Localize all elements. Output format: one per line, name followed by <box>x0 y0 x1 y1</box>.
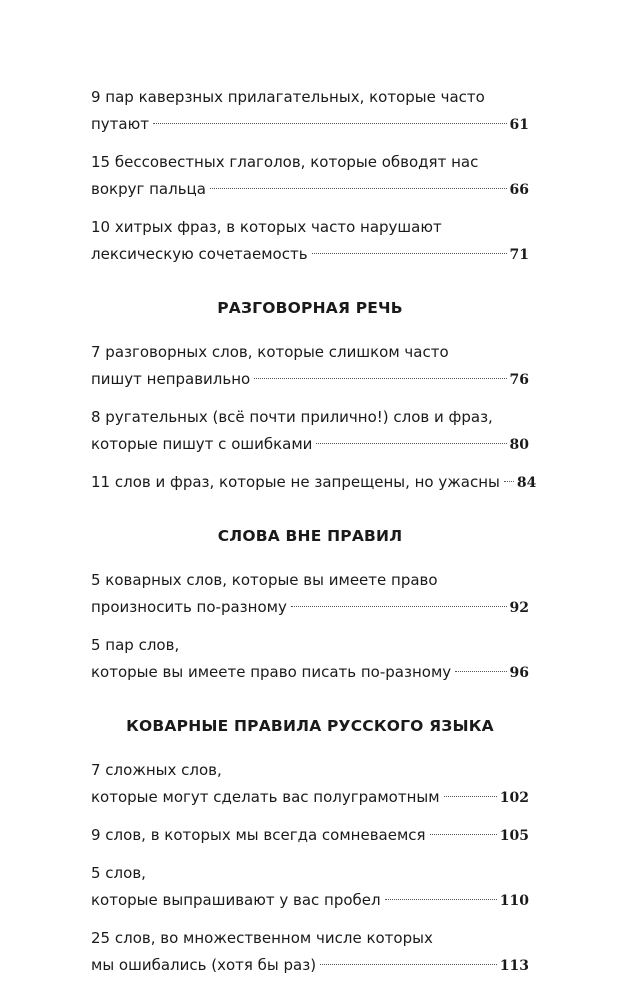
toc-entry-title-line1: 7 сложных слов, <box>91 761 222 779</box>
toc-entry-page-number: 80 <box>509 437 529 453</box>
toc-entry-title-line1: 9 пар каверзных прилагательных, которые часто <box>91 88 485 106</box>
toc-entry-title-line2: мы ошибались (хотя бы раз) <box>91 956 317 974</box>
toc-entry[interactable] <box>91 822 529 850</box>
dot-leader <box>291 606 507 607</box>
dot-leader <box>312 253 507 254</box>
toc-entry-page-number: 61 <box>509 117 529 133</box>
toc-entry-title-line2: которые могут сделать вас полуграмотным <box>91 788 440 806</box>
toc-entry-page-number: 71 <box>509 247 529 263</box>
toc-entry-title-line1: 5 коварных слов, которые вы имеете право <box>91 571 438 589</box>
toc-entry-title-line2: которые выпрашивают у вас пробел <box>91 891 381 909</box>
dot-leader <box>444 796 497 797</box>
toc-entry-page-number: 105 <box>499 828 529 844</box>
toc-entry-title: 11 слов и фраз, которые не запрещены, но ужасны <box>91 473 500 491</box>
toc-entry-title-line2: которые вы имеете право писать по-разному <box>91 663 452 681</box>
dot-leader <box>254 378 506 379</box>
toc-entry[interactable] <box>91 632 529 687</box>
section-heading: КОВАРНЫЕ ПРАВИЛА РУССКОГО ЯЗЫКА <box>126 717 494 735</box>
dot-leader <box>504 481 514 482</box>
toc-entry-title-line2: произносить по-разному <box>91 598 287 616</box>
dot-leader <box>153 123 507 124</box>
toc-entry[interactable] <box>91 860 529 915</box>
toc-entry-page-number: 96 <box>509 665 529 681</box>
dot-leader <box>316 443 506 444</box>
dot-leader <box>385 899 497 900</box>
toc-entry-title-line1: 7 разговорных слов, которые слишком часто <box>91 343 449 361</box>
toc-entry-page-number: 66 <box>509 182 529 198</box>
toc-entry[interactable] <box>91 469 537 497</box>
toc-entry-title-line1: 8 ругательных (всё почти прилично!) слов и фраз, <box>91 408 493 426</box>
toc-entry-title-line1: 15 бессовестных глаголов, которые обводят нас <box>91 153 479 171</box>
section-heading: РАЗГОВОРНАЯ РЕЧЬ <box>217 299 403 317</box>
toc-entry-page-number: 113 <box>499 958 529 974</box>
toc-entry[interactable] <box>91 214 529 269</box>
toc-entry-page-number: 84 <box>516 475 537 491</box>
toc-entry-title-line1: 5 слов, <box>91 864 146 882</box>
toc-entry-title-line2: путают <box>91 115 149 133</box>
dot-leader <box>455 671 506 672</box>
toc-entry[interactable] <box>91 149 529 204</box>
toc-entry-title-line1: 10 хитрых фраз, в которых часто нарушают <box>91 218 442 236</box>
dot-leader <box>430 834 497 835</box>
toc-entry-title-line1: 25 слов, во множественном числе которых <box>91 929 433 947</box>
section-heading: СЛОВА ВНЕ ПРАВИЛ <box>217 527 403 545</box>
toc-entry[interactable] <box>91 567 529 622</box>
toc-entry[interactable] <box>91 339 529 394</box>
toc-entry-title-line2: пишут неправильно <box>91 370 251 388</box>
toc-entry-page-number: 102 <box>499 790 529 806</box>
toc-entry[interactable] <box>91 757 529 812</box>
toc-entry-page-number: 110 <box>499 893 529 909</box>
table-of-contents <box>91 84 537 990</box>
toc-entry-page-number: 92 <box>509 600 529 616</box>
toc-entry-page-number: 76 <box>509 372 529 388</box>
dot-leader <box>320 964 497 965</box>
toc-entry-title-line1: 5 пар слов, <box>91 636 180 654</box>
toc-entry[interactable] <box>91 84 529 139</box>
toc-entry-title-line2: лексическую сочетаемость <box>91 245 308 263</box>
toc-entry-title: 9 слов, в которых мы всегда сомневаемся <box>91 826 426 844</box>
toc-entry[interactable] <box>91 404 529 459</box>
toc-entry[interactable] <box>91 925 529 980</box>
toc-entry-title-line2: вокруг пальца <box>91 180 206 198</box>
toc-entry-title-line2: которые пишут с ошибками <box>91 435 313 453</box>
dot-leader <box>210 188 507 189</box>
